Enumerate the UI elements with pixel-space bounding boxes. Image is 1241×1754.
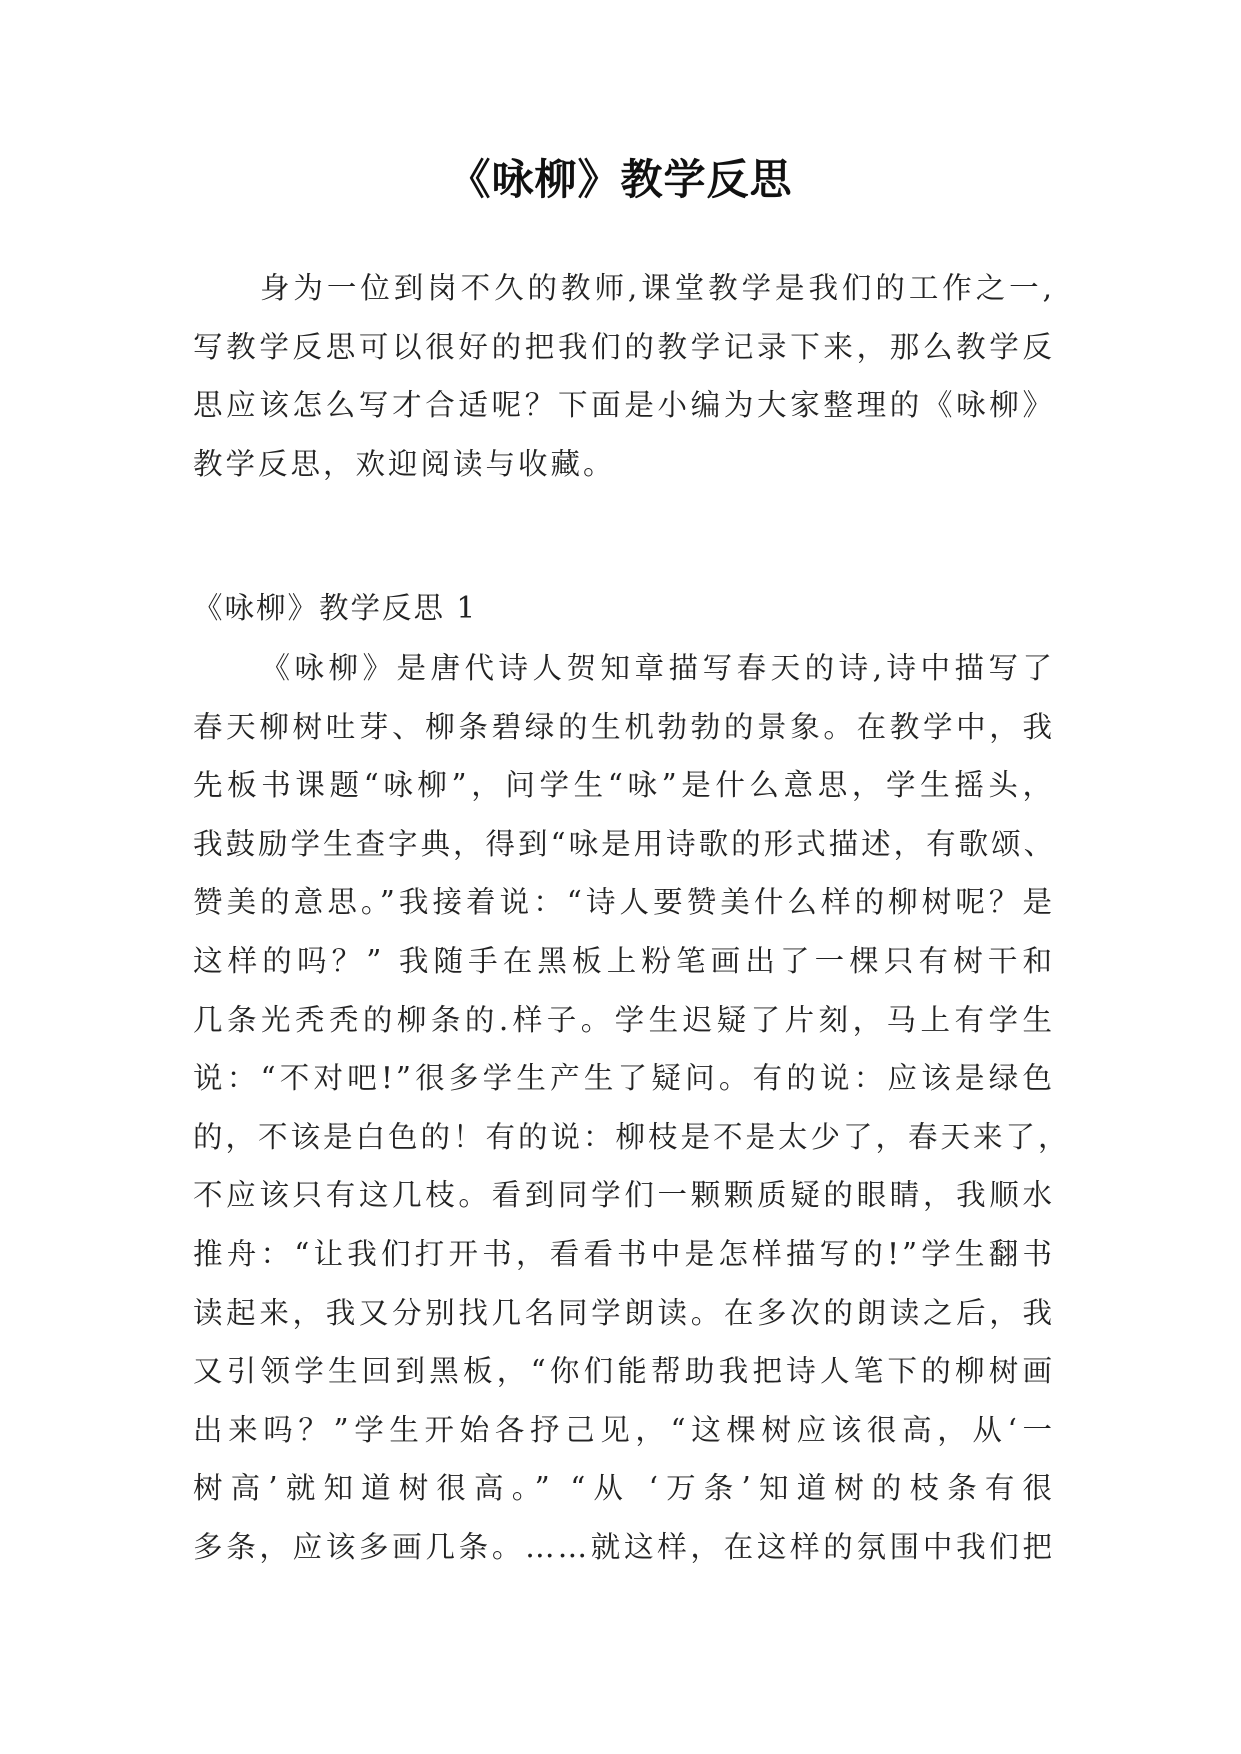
section-line: 几条光秃秃的柳条的.样子。学生迟疑了片刻，马上有学生	[193, 1002, 1055, 1037]
section-line: 推舟：“让我们打开书，看看书中是怎样描写的!”学生翻书	[193, 1236, 1055, 1271]
intro-line: 写教学反思可以很好的把我们的教学记录下来，那么教学反	[193, 329, 1055, 364]
section-line: 先板书课题“咏柳”，问学生“咏”是什么意思，学生摇头，	[193, 768, 1055, 803]
section-heading: 《咏柳》教学反思 1	[193, 591, 478, 625]
section-paragraph	[193, 639, 1071, 1577]
section-line: 不应该只有这几枝。看到同学们一颗颗质疑的眼睛，我顺水	[193, 1178, 1055, 1213]
section-line: 我鼓励学生查字典，得到“咏是用诗歌的形式描述，有歌颂、	[193, 826, 1057, 861]
section-line: 多条，应该多画几条。……就这样，在这样的氛围中我们把	[193, 1529, 1055, 1564]
intro-paragraph	[193, 259, 1055, 493]
intro-line: 教学反思，欢迎阅读与收藏。	[193, 446, 616, 481]
section-line: 这样的吗？” 我随手在黑板上粉笔画出了一棵只有树干和	[193, 943, 1055, 978]
section-line: 说：“不对吧!”很多学生产生了疑问。有的说：应该是绿色	[193, 1061, 1055, 1096]
document-title: 《咏柳》教学反思	[448, 155, 793, 204]
section-line: 的，不该是白色的！有的说：柳枝是不是太少了，春天来了，	[193, 1119, 1071, 1154]
section-line: 又引领学生回到黑板，“你们能帮助我把诗人笔下的柳树画	[193, 1354, 1055, 1389]
section-line: 赞美的意思。”我接着说：“诗人要赞美什么样的柳树呢？是	[193, 885, 1055, 920]
section-line: 春天柳树吐芽、柳条碧绿的生机勃勃的景象。在教学中，我	[193, 709, 1055, 744]
intro-line: 思应该怎么写才合适呢？下面是小编为大家整理的《咏柳》	[193, 388, 1055, 423]
intro-line: 身为一位到岗不久的教师,课堂教学是我们的工作之一,	[259, 271, 1055, 305]
section-line: 出来吗？”学生开始各抒己见，“这棵树应该很高，从‘一	[193, 1412, 1055, 1447]
section-line: 树高’就知道树很高。” “从 ‘万条’知道树的枝条有很	[193, 1471, 1055, 1506]
section-line: 《咏柳》是唐代诗人贺知章描写春天的诗,诗中描写了	[259, 651, 1055, 685]
section-line: 读起来，我又分别找几名同学朗读。在多次的朗读之后，我	[193, 1295, 1055, 1330]
